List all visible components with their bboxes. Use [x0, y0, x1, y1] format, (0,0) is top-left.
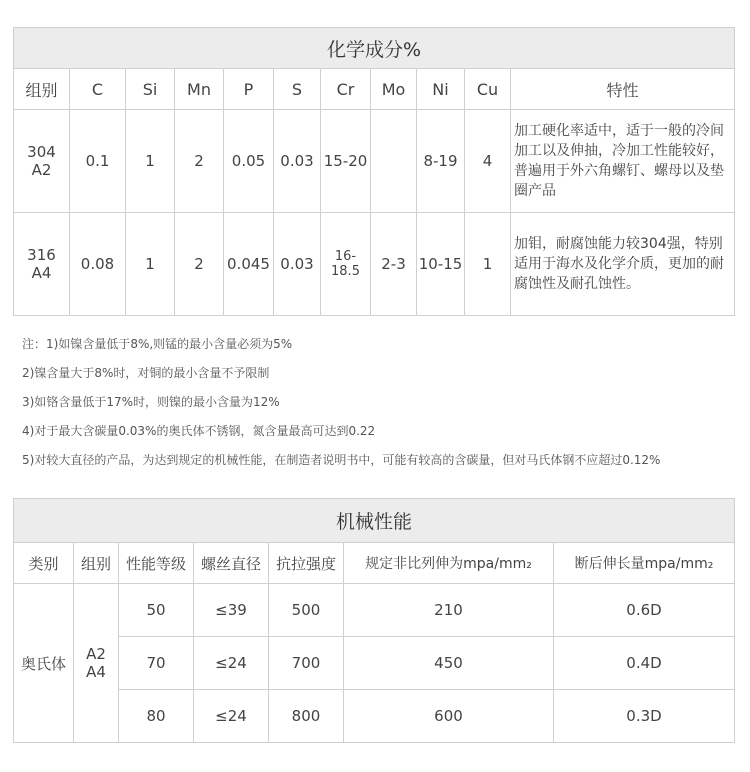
c-cell: 0.1: [70, 110, 126, 213]
elongation-cell: 0.3D: [554, 690, 735, 743]
col-header: 断后伸长量mpa/mm₂: [554, 543, 735, 584]
grade-cell: 80: [119, 690, 194, 743]
si-cell: 1: [126, 110, 175, 213]
category-cell: 奥氏体: [14, 584, 74, 743]
mo-cell: [371, 110, 417, 213]
mo-cell: 2-3: [371, 213, 417, 316]
diameter-cell: ≤24: [194, 637, 269, 690]
col-header: P: [224, 69, 274, 110]
table-row: [14, 584, 735, 637]
col-header: 性能等级: [119, 543, 194, 584]
group-cell: 304 A2: [14, 110, 70, 213]
note-line: 3)如铬含量低于17%时，则镍的最小含量为12%: [22, 395, 280, 409]
yield-cell: 450: [344, 637, 554, 690]
mech-header-row: [14, 543, 735, 584]
col-header: 组别: [74, 543, 119, 584]
diameter-cell: ≤39: [194, 584, 269, 637]
chemical-composition-table: [13, 27, 735, 316]
mechanical-properties-table: [13, 498, 735, 743]
diameter-cell: ≤24: [194, 690, 269, 743]
table-row: [14, 637, 735, 690]
tensile-cell: 500: [269, 584, 344, 637]
note-line: 注：1)如镍含量低于8%,则锰的最小含量必须为5%: [22, 337, 293, 351]
tensile-cell: 800: [269, 690, 344, 743]
tensile-cell: 700: [269, 637, 344, 690]
property-cell: 加钼，耐腐蚀能力较304强，特别适用于海水及化学介质，更加的耐腐蚀性及耐孔蚀性。: [511, 213, 735, 316]
table-row: [14, 213, 735, 316]
col-header: Ni: [417, 69, 465, 110]
note-line: 5)对较大直径的产品，为达到规定的机械性能，在制造者说明书中，可能有较高的含碳量，但对马氏体钢不应超过0.12%: [22, 453, 661, 467]
col-header: Cu: [465, 69, 511, 110]
table-row: [14, 690, 735, 743]
p-cell: 0.045: [224, 213, 274, 316]
chem-header-row: [14, 69, 735, 110]
s-cell: 0.03: [274, 110, 321, 213]
col-header: 抗拉强度: [269, 543, 344, 584]
cr-cell: 15-20: [321, 110, 371, 213]
group-cell: 316 A4: [14, 213, 70, 316]
col-header: C: [70, 69, 126, 110]
col-header: 类别: [14, 543, 74, 584]
col-header: Mn: [175, 69, 224, 110]
ni-cell: 8-19: [417, 110, 465, 213]
elongation-cell: 0.4D: [554, 637, 735, 690]
col-header: Mo: [371, 69, 417, 110]
col-header: Si: [126, 69, 175, 110]
note-line: 4)对于最大含碳量0.03%的奥氏体不锈钢，氮含量最高可达到0.22: [22, 424, 376, 438]
yield-cell: 600: [344, 690, 554, 743]
mech-title: 机械性能: [14, 499, 735, 543]
col-header: 规定非比列伸为mpa/mm₂: [344, 543, 554, 584]
yield-cell: 210: [344, 584, 554, 637]
elongation-cell: 0.6D: [554, 584, 735, 637]
mn-cell: 2: [175, 110, 224, 213]
col-header: 螺丝直径: [194, 543, 269, 584]
col-header: 特性: [511, 69, 735, 110]
notes-list: [22, 334, 660, 479]
group-cell: A2 A4: [74, 584, 119, 743]
c-cell: 0.08: [70, 213, 126, 316]
cr-cell: 16-18.5: [321, 213, 371, 316]
mn-cell: 2: [175, 213, 224, 316]
p-cell: 0.05: [224, 110, 274, 213]
note-line: 2)镍含量大于8%时，对铜的最小含量不予限制: [22, 366, 270, 380]
chem-title: 化学成分%: [14, 28, 735, 69]
col-header: S: [274, 69, 321, 110]
si-cell: 1: [126, 213, 175, 316]
s-cell: 0.03: [274, 213, 321, 316]
property-cell: 加工硬化率适中，适于一般的冷间加工以及伸抽，冷加工性能较好，普遍用于外六角螺钉、螺母以及垫圈产品: [511, 110, 735, 213]
col-header: Cr: [321, 69, 371, 110]
grade-cell: 50: [119, 584, 194, 637]
cu-cell: 4: [465, 110, 511, 213]
grade-cell: 70: [119, 637, 194, 690]
table-row: [14, 110, 735, 213]
col-header: 组别: [14, 69, 70, 110]
ni-cell: 10-15: [417, 213, 465, 316]
cu-cell: 1: [465, 213, 511, 316]
